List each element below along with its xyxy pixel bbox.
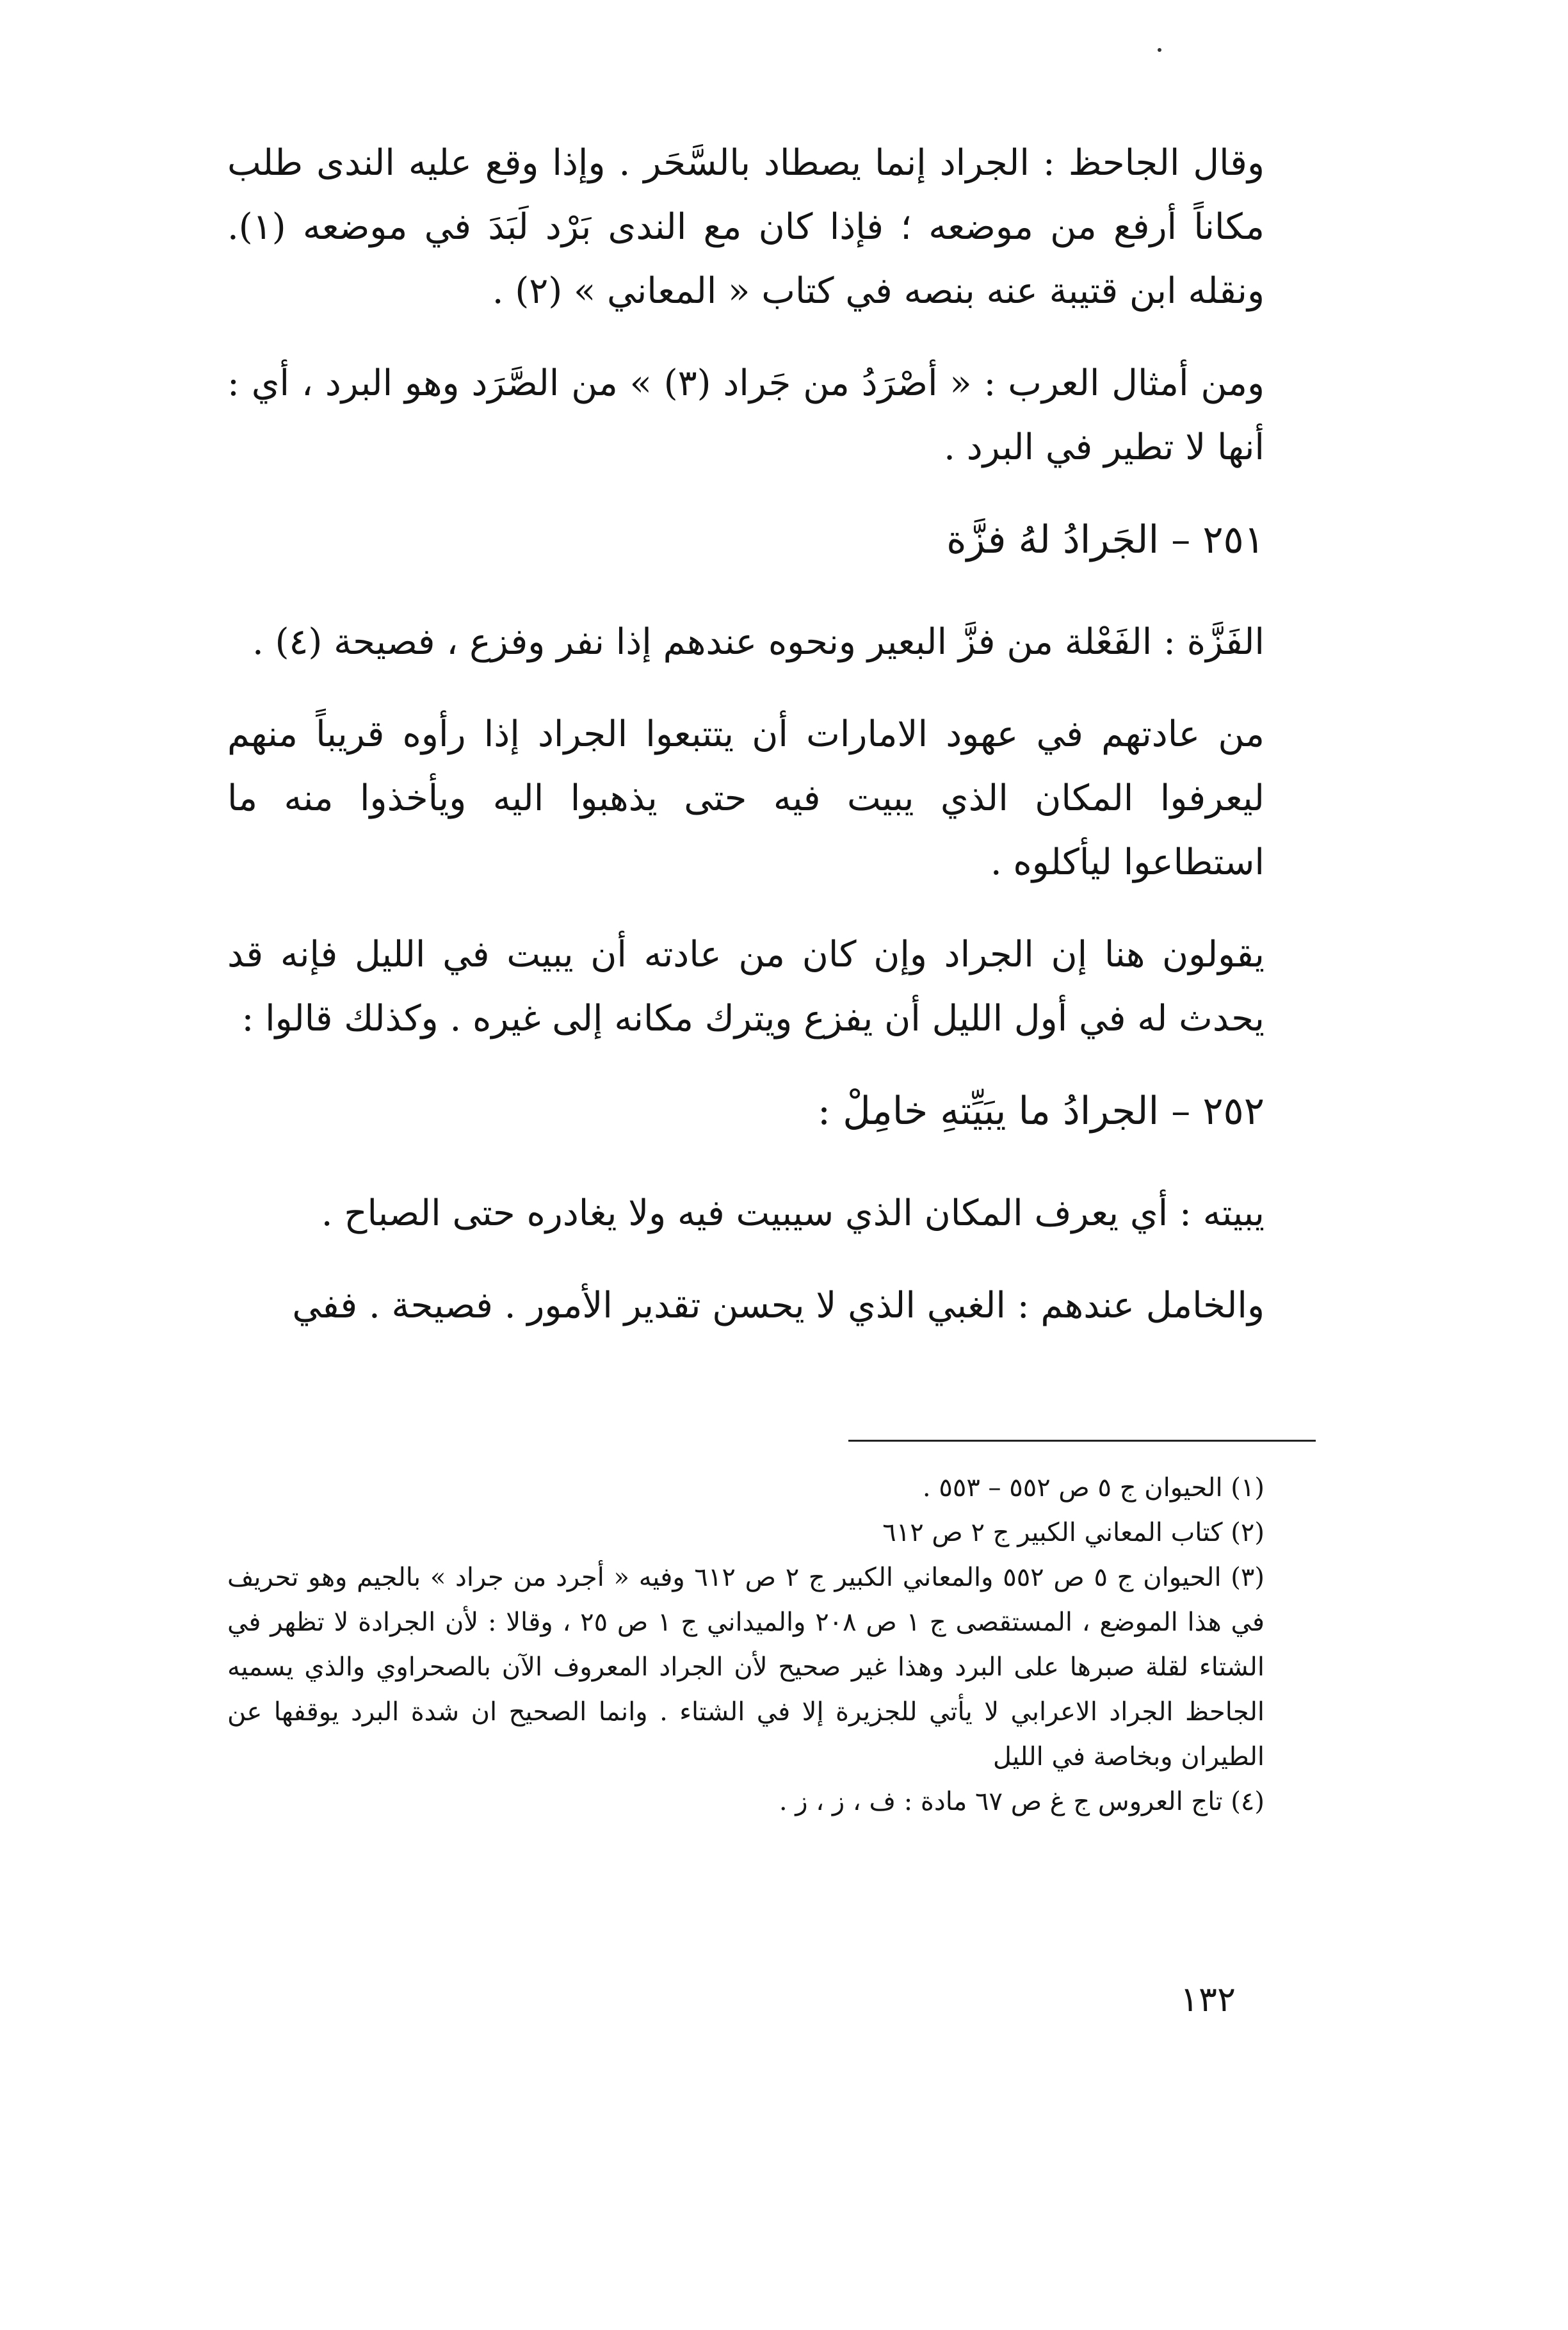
footnote-1: (١) الحيوان ج ٥ ص ٥٥٢ – ٥٥٣ . (922, 1473, 1265, 1503)
footnote-3: (٣) الحيوان ج ٥ ص ٥٥٢ والمعاني الكبير ج ٢ ص ٦١٢ وفيه « أجرد من جراد » بالجيم وهو تحريف في هذا الموضع ، المستقصى ج ١ ص ٢٠٨ والميداني ج ١ ص ٢٥ ، وقالا : لأن الجرادة لا تظهر في الشتاء لقلة صبرها على البرد وهذا غير صحيح لأن الجراد المعروف الآن بالصحراوي والذي يسميه الجاحظ الجراد الاعرابي لا يأتي للجزيرة إلا في الشتاء . وانما الصحيح ان شدة البرد يوقفها عن الطيران وبخاصة في الليل (227, 1563, 1265, 1772)
paragraph-251-definition: الفَزَّة : الفَعْلة من فزَّ البعير ونحوه عندهم إذا نفر وفزع ، فصيحة (٤) . (252, 621, 1265, 663)
footnote-4: (٤) تاج العروس ج غ ص ٦٧ مادة : ف ، ز ، ز . (779, 1787, 1265, 1816)
footnotes (227, 1465, 1265, 1824)
entry-heading-251: ٢٥١ – الجَرادُ لهُ فزَّة (946, 517, 1265, 562)
paragraph-252-khamil: والخامل عندهم : الغبي الذي لا يحسن تقدير الأمور . فصيحة . ففي (292, 1285, 1265, 1326)
page-number: ١٣٢ (1179, 1979, 1236, 2019)
main-text (227, 131, 1265, 1366)
footnote-divider (848, 1440, 1316, 1442)
paragraph-251-custom: من عادتهم في عهود الامارات أن يتتبعوا الجراد إذا رأوه قريباً منهم ليعرفوا المكان الذي يبيت فيه حتى يذهبوا اليه ويأخذوا منه ما استطاعوا ليأكلوه . (227, 713, 1265, 883)
paragraph-proverb: ومن أمثال العرب : « أصْرَدُ من جَراد (٣) » من الصَّرَد وهو البرد ، أي : أنها لا تطير في البرد . (227, 363, 1265, 468)
footnote-2: (٢) كتاب المعاني الكبير ج ٢ ص ٦١٢ (882, 1518, 1265, 1547)
scan-speck (1158, 48, 1161, 52)
paragraph-252-definition: يبيته : أي يعرف المكان الذي سيبيت فيه ولا يغادره حتى الصباح . (321, 1193, 1265, 1234)
entry-heading-252: ٢٥٢ – الجرادُ ما يبَيِّتهِ خامِلْ : (817, 1089, 1265, 1134)
paragraph-jahiz: وقال الجاحظ : الجراد إنما يصطاد بالسَّحَر . وإذا وقع عليه الندى طلب مكاناً أرفع من موضعه ؛ فإذا كان مع الندى بَرْد لَبَدَ في موضعه (١). ونقله ابن قتيبة عنه بنصه في كتاب « المعاني » (٢) . (227, 142, 1265, 312)
paragraph-251-meaning: يقولون هنا إن الجراد وإن كان من عادته أن يبيت في الليل فإنه قد يحدث له في أول الليل أن يفزع ويترك مكانه إلى غيره . وكذلك قالوا : (227, 934, 1265, 1039)
